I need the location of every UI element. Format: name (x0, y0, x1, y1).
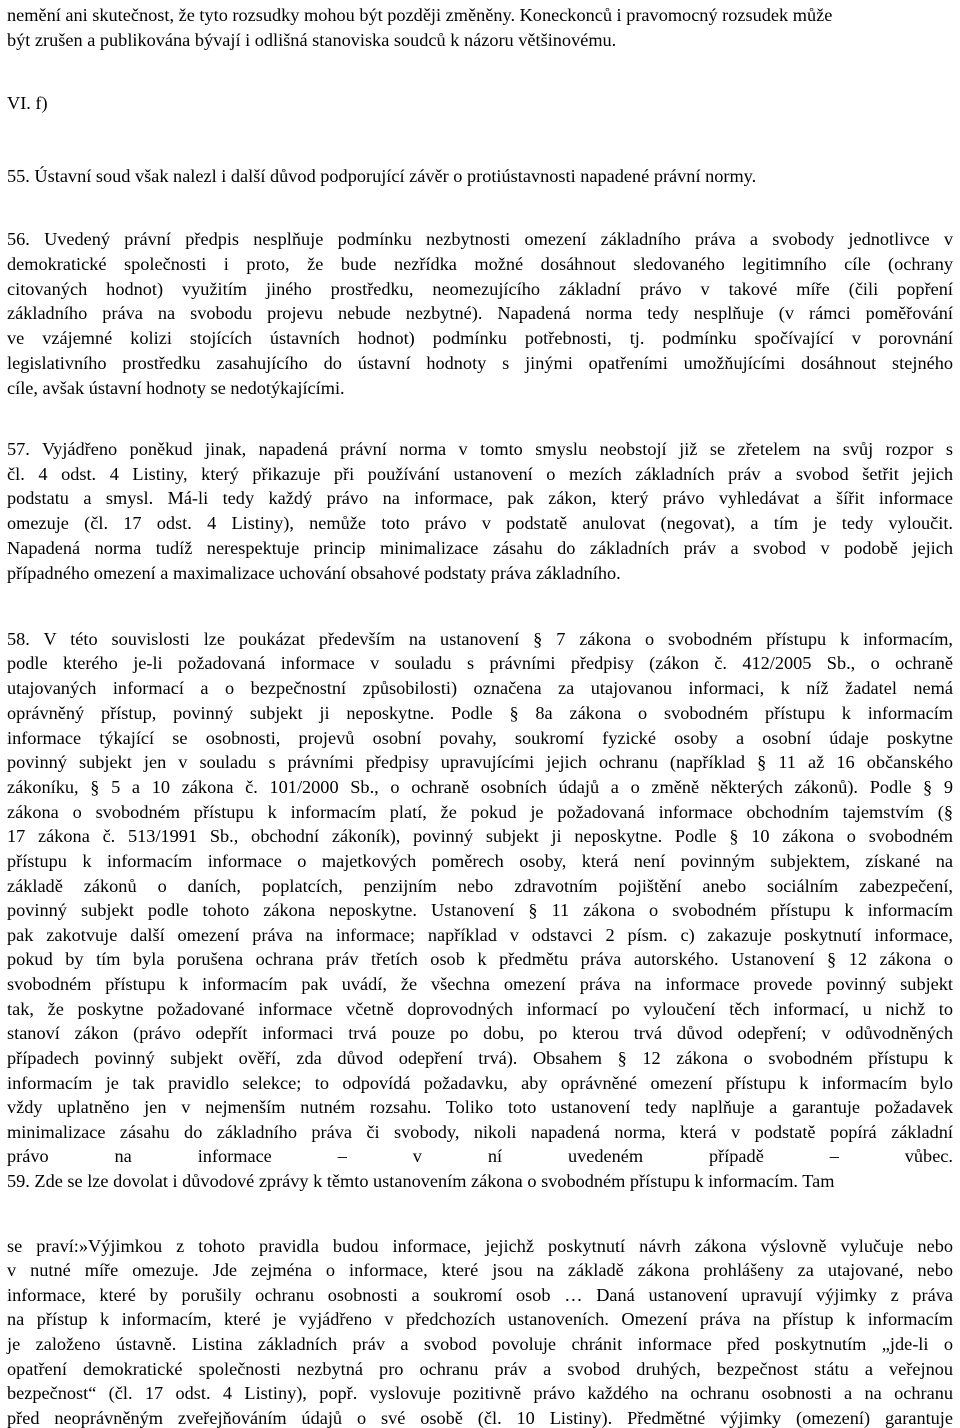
paragraph-58-line: zákona o svobodném přístupu k informacím platí, že pokud je požadovaná informace obchodním tajemstvím (§ (7, 802, 953, 822)
paragraph-59-line: je založeno ústavně. Listina základních práv a svobod povoluje chránit informace před poskytnutím „jde-li o (7, 1334, 953, 1354)
paragraph-58-line: minimalizace zásahu do základního práva či svobody, nikoli napadená norma, která v podstatě popírá základní (7, 1122, 953, 1142)
paragraph-59-line: v nutné míře omezuje. Jde zejména o informace, které jsou na základě zákona prohlášeny za utajované, nebo (7, 1260, 953, 1280)
paragraph-56-line: ve vzájemné kolizi stojících ústavních hodnot) podmínku potřebnosti, tj. podmínku spočívající v porovnání (7, 328, 953, 348)
paragraph-56-line: základního práva na svobodu projevu nebude nezbytné). Napadená norma tedy nesplňuje (v rámci poměřování (7, 303, 953, 323)
paragraph-58-line: povinný subjekt podle tohoto zákona neposkytne. Ustanovení § 11 zákona o svobodném přístupu k informacím (7, 900, 953, 920)
paragraph-58-line: vždy uplatněno jen v nejmenším nutném rozsahu. Toliko toto ustanovení tedy naplňuje a garantuje požadavek (7, 1097, 953, 1117)
paragraph-55-line: 55. Ústavní soud však nalezl i další důvod podporující závěr o protiústavnosti napadené právní normy. (7, 166, 757, 186)
paragraph-58-line: 58. V této souvislosti lze poukázat především na ustanovení § 7 zákona o svobodném přístupu k informacím, (7, 629, 953, 649)
paragraph-59-line: na přístup k informacím, které je vyjádřeno v předchozích ustanoveních. Omezení práva na přístup k informacím (7, 1309, 953, 1329)
text-line: nemění ani skutečnost, že tyto rozsudky mohou být později změněny. Koneckonců i pravomocný rozsudek může (7, 5, 833, 25)
paragraph-58-line: podle kterého je-li požadovaná informace v souladu s právními předpisy (zákon č. 412/2005 Sb., o ochraně (7, 653, 953, 673)
paragraph-59-line: před neoprávněným zveřejňováním údajů o své osobě (čl. 10 Listiny). Předmětné výjimky (omezení) garantuje (7, 1408, 953, 1428)
paragraph-56-line: 56. Uvedený právní předpis nesplňuje podmínku nezbytnosti omezení základního práva a svobody jednotlivce v (7, 229, 953, 249)
paragraph-58-line: tak, že poskytne požadované informace včetně doprovodných informací po vyloučení těch informací, u nichž to (7, 999, 953, 1019)
paragraph-58-line: zákoníku, § 5 a 10 zákona č. 101/2000 Sb., o ochraně osobních údajů a o změně některých zákonů). Podle § 9 (7, 777, 953, 797)
text-line: být zrušen a publikována bývají i odlišná stanoviska soudců k názoru většinovému. (7, 30, 617, 50)
paragraph-58-line: informace týkající se osobnosti, projevů osobní povahy, soukromí fyzické osoby a osobní údaje poskytne (7, 728, 953, 748)
paragraph-59-line: informace, které by porušily ochranu osobnosti a soukromí osob … Daná ustanovení upravují výjimky z práva (7, 1285, 953, 1305)
paragraph-56-line: cíle, avšak ústavní hodnoty se nedotýkajícími. (7, 378, 345, 398)
paragraph-56-line: citovaných hodnot) využitím jiného prostředku, neomezujícího základní právo v takové míře (čili popření (7, 279, 953, 299)
paragraph-58-line: pokud by tím byla porušena ochrana práv třetích osob k předmětu práva autorského. Ustanovení § 12 zákona o (7, 949, 953, 969)
paragraph-58-line: základě zákonů o daních, poplatcích, penzijním nebo zdravotním pojištění anebo sociálním zabezpečení, (7, 876, 953, 896)
paragraph-58-line: přístupu k informacím informace o majetkových poměrech osoby, která není povinným subjektem, získané na (7, 851, 953, 871)
paragraph-58-line: stanoví zákon (právo odepřít informaci trvá pouze po dobu, po kterou trvá důvod odepření; v odůvodněných (7, 1023, 953, 1043)
paragraph-58-line: utajovaných informací a o bezpečnostní způsobilosti) označena za utajovanou informaci, k níž žadatel nemá (7, 678, 953, 698)
paragraph-59-line: opatření demokratické společnosti nezbytná pro ochranu práv a svobod druhých, bezpečnost státu a veřejnou (7, 1359, 953, 1379)
paragraph-58-line: 59. Zde se lze dovolat i důvodové zprávy k těmto ustanovením zákona o svobodném přístupu k informacím. Tam (7, 1171, 835, 1191)
paragraph-59-line: bezpečnost“ (čl. 17 odst. 4 Listiny), popř. vyslovuje pozitivně právo každého na ochranu osobnosti a na ochranu (7, 1383, 953, 1403)
paragraph-58-line: informacím je tak pravidlo selekce; to odpovídá požadavku, aby oprávněné omezení přístupu k informacím bylo (7, 1073, 953, 1093)
paragraph-58-line: oprávněný přístup, povinný subjekt ji neposkytne. Podle § 8a zákona o svobodném přístupu k informacím (7, 703, 953, 723)
paragraph-56-line: demokratické společnosti i proto, že bude nezřídka možné dosáhnout sledovaného legitimního cíle (ochrany (7, 254, 953, 274)
paragraph-58-line: právo na informace – v ní uvedeném případě – vůbec. (7, 1146, 953, 1166)
paragraph-57-line: 57. Vyjádřeno poněkud jinak, napadená právní norma v tomto smyslu neobstojí již se zřetelem na svůj rozpor s (7, 439, 953, 459)
paragraph-58-line: povinný subjekt jen v souladu s právními předpisy upravujícími jejich ochranu (například § 11 až 16 občanského (7, 752, 953, 772)
section-heading: VI. f) (7, 93, 48, 113)
paragraph-57-line: případného omezení a maximalizace uchování obsahové podstaty práva základního. (7, 563, 621, 583)
paragraph-56-line: legislativního prostředku zasahujícího do ústavní hodnoty s jinými opatřeními umožňujícími dosáhnout stejného (7, 353, 953, 373)
paragraph-58-line: případech povinný subjekt ověří, zda důvod odepření trvá). Obsahem § 12 zákona o svobodném přístupu k (7, 1048, 953, 1068)
paragraph-57-line: čl. 4 odst. 4 Listiny, který přikazuje při používání ustanovení o mezích základních práv a svobod šetřit jejich (7, 464, 953, 484)
paragraph-57-line: omezuje (čl. 17 odst. 4 Listiny), nemůže toto právo v podstatě anulovat (negovat), a tím je tedy vyloučit. (7, 513, 953, 533)
paragraph-59-line: se praví:»Výjimkou z tohoto pravidla budou informace, jejichž poskytnutí návrh zákona výslovně vylučuje nebo (7, 1236, 953, 1256)
paragraph-58-line: svobodném přístupu k informacím pak uvádí, že všechna omezení práva na informace provede povinný subjekt (7, 974, 953, 994)
paragraph-58-line: 17 zákona č. 513/1991 Sb., obchodní zákoník), povinný subjekt ji neposkytne. Podle § 10 zákona o svobodném (7, 826, 953, 846)
paragraph-57-line: Napadená norma tudíž nerespektuje princip minimalizace zásahu do základních práv a svobod v podobě jejich (7, 538, 953, 558)
paragraph-58-line: pak zakotvuje další omezení práva na informace; například v odstavci 2 písm. c) zakazuje poskytnutí informace, (7, 925, 953, 945)
paragraph-57-line: podstatu a smysl. Má-li tedy každý právo na informace, pak zákon, který právo vyhledávat a šířit informace (7, 488, 953, 508)
